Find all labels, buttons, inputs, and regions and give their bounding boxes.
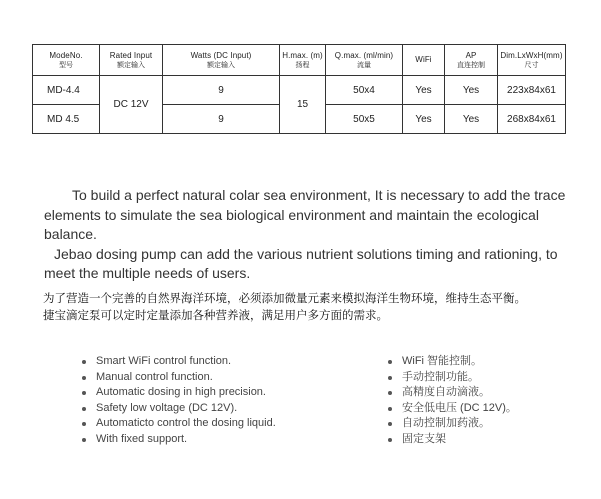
list-item: WiFi 智能控制。 [388,354,517,370]
bullet-icon [82,391,86,395]
table-row [33,76,566,105]
cell-ap: Yes [445,76,498,105]
bullet-icon [388,391,392,395]
list-item: 固定支架 [388,432,517,448]
bullet-icon [82,422,86,426]
header-qmax: Q.max. (ml/min) 流量 [326,45,403,76]
bullet-icon [388,407,392,411]
header-dim: Dim.LxWxH(mm) 尺寸 [498,45,566,76]
header-rated-input: Rated Input 额定输入 [100,45,163,76]
cell-flow: 50x4 [326,76,403,105]
bullet-icon [388,438,392,442]
cell-dim: 223x84x61 [498,76,566,105]
cell-wifi: Yes [403,76,445,105]
header-hmax: H.max. (m) 扬程 [280,45,326,76]
intro-zh-line-1: 为了营造一个完善的自然界海洋环境，必须添加微量元素来模拟海洋生物环境，维持生态平衡。 [43,293,526,305]
intro-text [44,186,574,284]
cell-dim: 268x84x61 [498,105,566,134]
header-ap: AP 直连控制 [445,45,498,76]
cell-wifi: Yes [403,105,445,134]
bullet-icon [388,422,392,426]
cell-hmax: 15 [280,76,326,134]
cell-model: MD-4.4 [33,76,100,105]
list-item: Manual control function. [82,370,276,386]
list-item: Automatic dosing in high precision. [82,385,276,401]
bullet-icon [82,376,86,380]
bullet-icon [388,376,392,380]
bullet-icon [388,360,392,364]
cell-watts: 9 [163,105,280,134]
list-item: With fixed support. [82,432,276,448]
list-item: 自动控制加药液。 [388,416,517,432]
list-item: 安全低电压 (DC 12V)。 [388,401,517,417]
list-item: Smart WiFi control function. [82,354,276,370]
intro-text-zh [43,291,583,325]
cell-watts: 9 [163,76,280,105]
intro-paragraph-2: Jebao dosing pump can add the various nutrient solutions timing and rationing, to meet the multiple needs of users. [44,245,558,282]
header-watts: Watts (DC Input) 额定输入 [163,45,280,76]
intro-zh-line-2: 捷宝滴定泵可以定时定量添加各种营养液，满足用户多方面的需求。 [43,310,388,322]
features-list-zh [388,354,517,448]
bullet-icon [82,438,86,442]
features-list-en [82,354,276,448]
cell-flow: 50x5 [326,105,403,134]
cell-ap: Yes [445,105,498,134]
intro-paragraph-1: To build a perfect natural colar sea environment, It is necessary to add the trace elements to simulate the sea biological environment and maintain the ecological balance. [44,187,566,243]
header-wifi: WiFi [403,45,445,76]
list-item: Safety low voltage (DC 12V). [82,401,276,417]
list-item: 高精度自动滴液。 [388,385,517,401]
list-item: 手动控制功能。 [388,370,517,386]
bullet-icon [82,360,86,364]
bullet-icon [82,407,86,411]
header-model: ModeNo. 型号 [33,45,100,76]
list-item: Automaticto control the dosing liquid. [82,416,276,432]
cell-rated-input: DC 12V [100,76,163,134]
spec-table [32,44,566,134]
table-header-row [33,45,566,76]
cell-model: MD 4.5 [33,105,100,134]
